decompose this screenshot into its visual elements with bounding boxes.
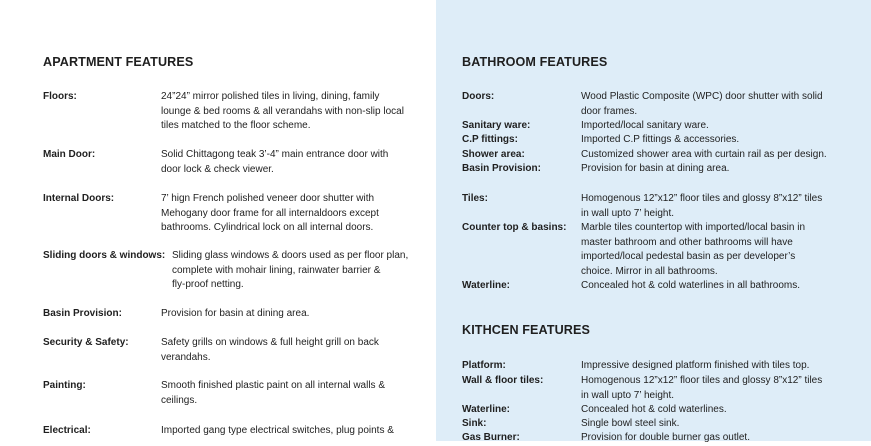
basin-provision-value: Provision for basin at dining area.	[161, 308, 310, 319]
kitchen-features-heading: KITHCEN FEATURES	[462, 323, 591, 337]
internal-doors-value: 7’ hign French polished veneer door shutter with Mehogany door frame for all internaldoors except bathrooms. Cylindrical lock on all internal doors.	[161, 193, 379, 233]
apartment-features-heading: APARTMENT FEATURES	[43, 55, 194, 69]
bathroom-waterline-label: Waterline:	[462, 280, 510, 291]
cp-fittings-value: Imported C.P fittings & accessories.	[581, 134, 740, 145]
main-door-value: Solid Chittagong teak 3’-4” main entrance door with door lock & check viewer.	[161, 149, 389, 175]
security-safety-label: Security & Safety:	[43, 337, 129, 348]
bathroom-basin-provision-label: Basin Provision:	[462, 163, 541, 174]
wall-floor-tiles-value: Homogenous 12”x12” floor tiles and glossy 8”x12” tiles in wall upto 7’ height.	[581, 375, 823, 401]
bathroom-kitchen-features-column	[436, 0, 871, 441]
bathroom-tiles-label: Tiles:	[462, 193, 488, 204]
wall-floor-tiles-label: Wall & floor tiles:	[462, 375, 544, 386]
bathroom-tiles-value: Homogenous 12”x12” floor tiles and glossy 8”x12” tiles in wall upto 7’ height.	[581, 193, 823, 219]
sink-value: Single bowl steel sink.	[581, 418, 680, 429]
internal-doors-label: Internal Doors:	[43, 193, 115, 204]
sink-label: Sink:	[462, 418, 487, 429]
kitchen-waterline-value: Concealed hot & cold waterlines.	[581, 404, 727, 415]
floors-label: Floors:	[43, 91, 77, 102]
electrical-label: Electrical:	[43, 425, 91, 436]
counter-top-value: Marble tiles countertop with imported/local basin in master bathroom and other bathrooms will have imported/local pedestal basin as per developer’s choice. Mirror in all bathrooms.	[581, 222, 805, 277]
bathroom-waterline-value: Concealed hot & cold waterlines in all bathrooms.	[581, 280, 801, 291]
kitchen-waterline-label: Waterline:	[462, 404, 510, 415]
floors-value: 24”24” mirror polished tiles in living, dining, family lounge & bed rooms & all verandahs with non-slip local tiles matched to the floor scheme.	[161, 91, 404, 131]
bathroom-doors-value: Wood Plastic Composite (WPC) door shutter with solid door frames.	[581, 91, 823, 117]
bathroom-features-heading: BATHROOM FEATURES	[462, 55, 608, 69]
painting-label: Painting:	[43, 380, 86, 391]
gas-burner-value: Provision for double burner gas outlet.	[581, 432, 750, 443]
sliding-doors-label: Sliding doors & windows:	[43, 250, 166, 261]
cp-fittings-label: C.P fittings:	[462, 134, 518, 145]
shower-area-label: Shower area:	[462, 149, 525, 160]
counter-top-label: Counter top & basins:	[462, 222, 567, 233]
main-door-label: Main Door:	[43, 149, 96, 160]
basin-provision-label: Basin Provision:	[43, 308, 122, 319]
security-safety-value: Safety grills on windows & full height grill on back verandahs.	[161, 337, 379, 363]
sliding-doors-value: Sliding glass windows & doors used as per floor plan, complete with mohair lining, rainwater barrier & fly-proof netting.	[172, 250, 409, 290]
apartment-features-column	[0, 0, 436, 441]
sanitary-ware-label: Sanitary ware:	[462, 120, 531, 131]
bathroom-basin-provision-value: Provision for basin at dining area.	[581, 163, 730, 174]
platform-value: Impressive designed platform finished with tiles top.	[581, 360, 810, 371]
platform-label: Platform:	[462, 360, 506, 371]
bathroom-doors-label: Doors:	[462, 91, 495, 102]
painting-value: Smooth finished plastic paint on all internal walls & ceilings.	[161, 380, 386, 406]
sanitary-ware-value: Imported/local sanitary ware.	[581, 120, 709, 131]
electrical-value: Imported gang type electrical switches, plug points &	[161, 425, 394, 436]
shower-area-value: Customized shower area with curtain rail as per design.	[581, 149, 827, 160]
gas-burner-label: Gas Burner:	[462, 432, 520, 443]
